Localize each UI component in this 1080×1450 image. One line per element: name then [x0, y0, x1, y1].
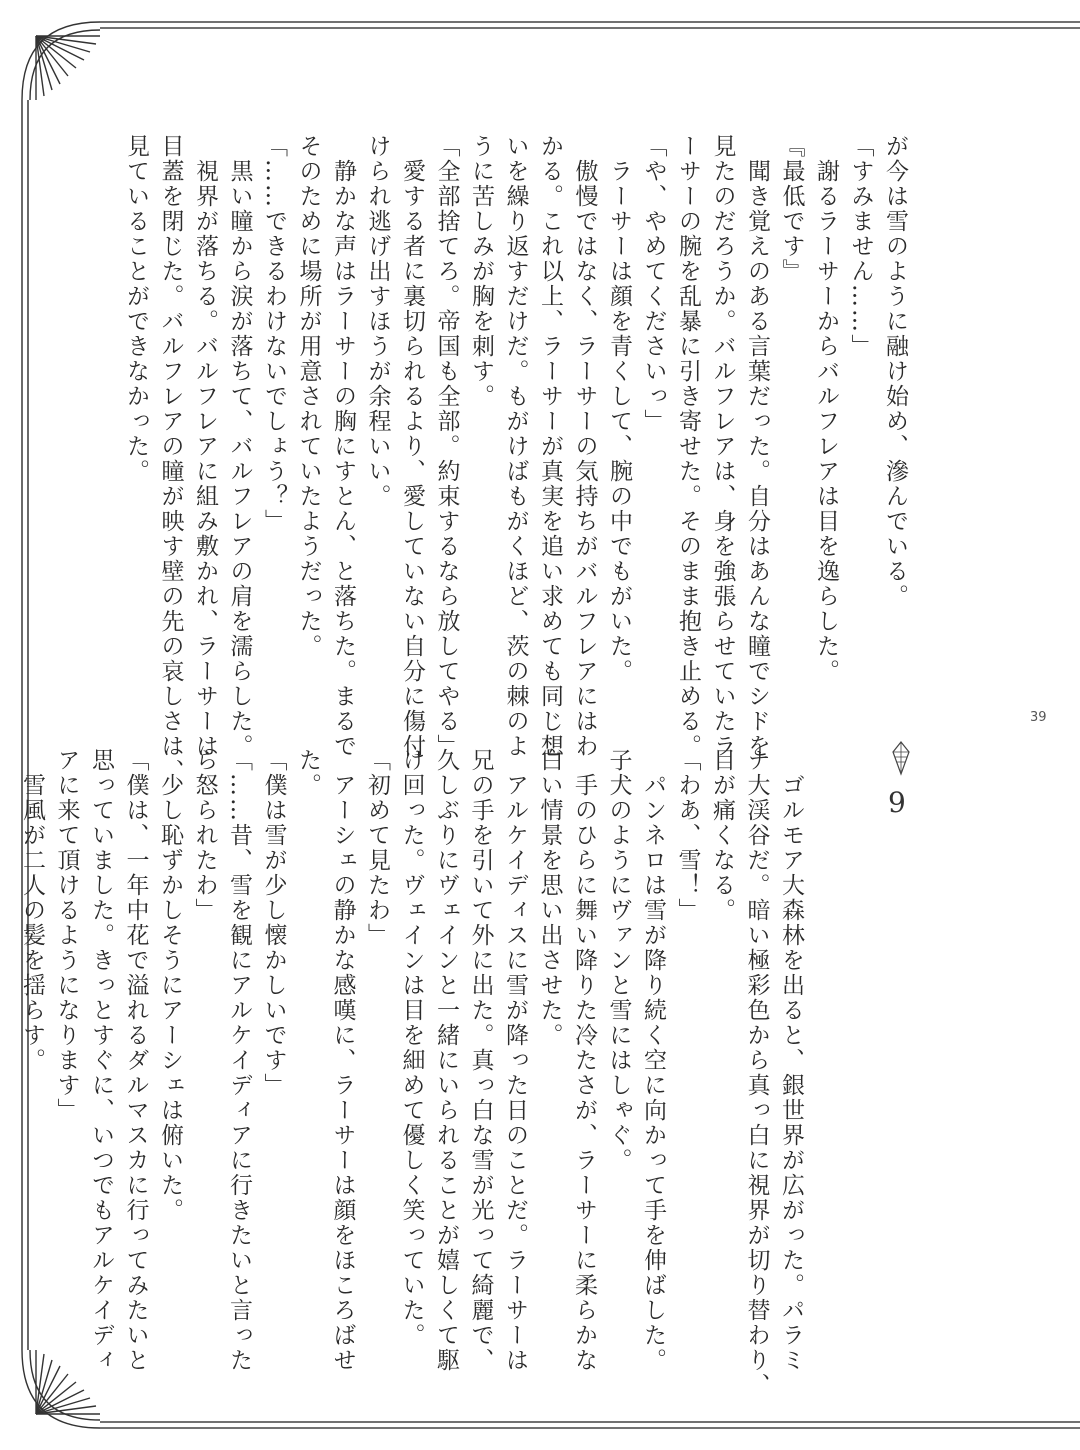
- text-line: パンネロは雪が降り続く空に向かって手を伸ばした。: [640, 748, 666, 1373]
- text-line: 傲慢ではなく、ラーサーの気持ちがバルフレアにはわ: [571, 134, 598, 759]
- text-line: 「すみません……」: [847, 134, 874, 359]
- upper-text-block: [119, 134, 913, 784]
- text-line: アルケイディスに雪が降った日のことだ。ラーサーは: [502, 748, 528, 1373]
- text-line: かる。これ以上、ラーサーが真実を追い求めても同じ想: [537, 134, 563, 759]
- text-line: た。: [295, 748, 321, 798]
- text-line: 視界が落ちる。バルフレアに組み敷かれ、ラーサーは: [192, 134, 218, 759]
- text-line: 「僕は、一年中花で溢れるダルマスカに行ってみたいと: [122, 748, 149, 1373]
- text-line: け回った。ヴェインは目を細めて優しく笑っていた。: [398, 748, 425, 1348]
- text-line: 目が痛くなる。: [709, 748, 735, 923]
- text-line: 「わあ、雪！」: [674, 748, 701, 923]
- text-line: 「僕は雪が少し懐かしいです」: [260, 748, 287, 1098]
- chapter-number: 9: [888, 786, 906, 819]
- text-line: ナ大渓谷だ。暗い極彩色から真っ白に視界が切り替わり、: [743, 748, 770, 1398]
- text-line: ら怒られたわ」: [191, 748, 218, 923]
- text-line: 雪風が二人の髪を揺らす。: [19, 748, 45, 1073]
- chapter-ornament-icon: [889, 740, 913, 776]
- text-line: 手のひらに舞い降りた冷たさが、ラーサーに柔らかな: [571, 748, 597, 1373]
- text-line: 兄の手を引いて外に出た。真っ白な雪が光って綺麗で、: [467, 748, 494, 1373]
- text-line: 静かな声はラーサーの胸にすとん、と落ちた。まるで: [330, 134, 356, 759]
- text-line: ラーサーは顔を青くして、腕の中でもがいた。: [606, 134, 632, 684]
- text-line: 久しぶりにヴェインと一緒にいられることが嬉しくて駆: [433, 748, 459, 1373]
- text-line: 黒い瞳から涙が落ちて、バルフレアの肩を濡らした。: [226, 134, 253, 759]
- text-line: が今は雪のように融け始め、滲んでいる。: [882, 134, 908, 609]
- text-line: 少し恥ずかしそうにアーシェは俯いた。: [157, 748, 183, 1223]
- text-line: アに来て頂けるようになります」: [53, 748, 80, 1123]
- text-line: 「……できるわけないでしょう？」: [261, 134, 287, 534]
- page-number: 39: [1030, 710, 1047, 725]
- text-line: 目蓋を閉じた。バルフレアの瞳が映す壁の先の哀しさは、: [157, 134, 184, 784]
- text-line: ーサーの腕を乱暴に引き寄せた。そのまま抱き止める。: [675, 134, 701, 759]
- text-line: そのために場所が用意されていたようだった。: [295, 134, 322, 659]
- text-line: 白い情景を思い出させた。: [536, 748, 563, 1048]
- text-line: 見たのだろうか。バルフレアは、身を強張らせていたラ: [709, 134, 736, 759]
- text-line: けられ逃げ出すほうが余程いい。: [364, 134, 391, 509]
- lower-text-block: [15, 748, 809, 1398]
- text-line: 聞き覚えのある言葉だった。自分はあんな瞳でシドを: [744, 134, 770, 759]
- text-line: うに苦しみが胸を刺す。: [468, 134, 494, 409]
- text-line: 謝るラーサーからバルフレアは目を逸らした。: [813, 134, 839, 684]
- text-line: 子犬のようにヴァンと雪にはしゃぐ。: [605, 748, 632, 1173]
- text-line: 見ていることができなかった。: [123, 134, 149, 484]
- text-line: ゴルモア大森林を出ると、銀世界が広がった。パラミ: [778, 748, 804, 1373]
- text-line: 「……昔、雪を観にアルケイディアに行きたいと言った: [226, 748, 252, 1373]
- text-line: 「初めて見たわ」: [364, 748, 390, 948]
- text-line: 思っていました。きっとすぐに、いつでもアルケイディ: [88, 748, 114, 1373]
- text-line: 「や、やめてくださいっ」: [640, 134, 667, 434]
- text-line: いを繰り返すだけだ。もがけばもがくほど、茨の棘のよ: [502, 134, 529, 759]
- text-line: 「全部捨てろ。帝国も全部。約束するなら放してやる」: [433, 134, 460, 759]
- text-line: アーシェの静かな感嘆に、ラーサーは顔をほころばせ: [329, 748, 356, 1373]
- text-line: 『最低です』: [778, 134, 805, 284]
- corner-ornament-top-left: [22, 22, 100, 100]
- text-line: 愛する者に裏切られるより、愛していない自分に傷付: [399, 134, 425, 759]
